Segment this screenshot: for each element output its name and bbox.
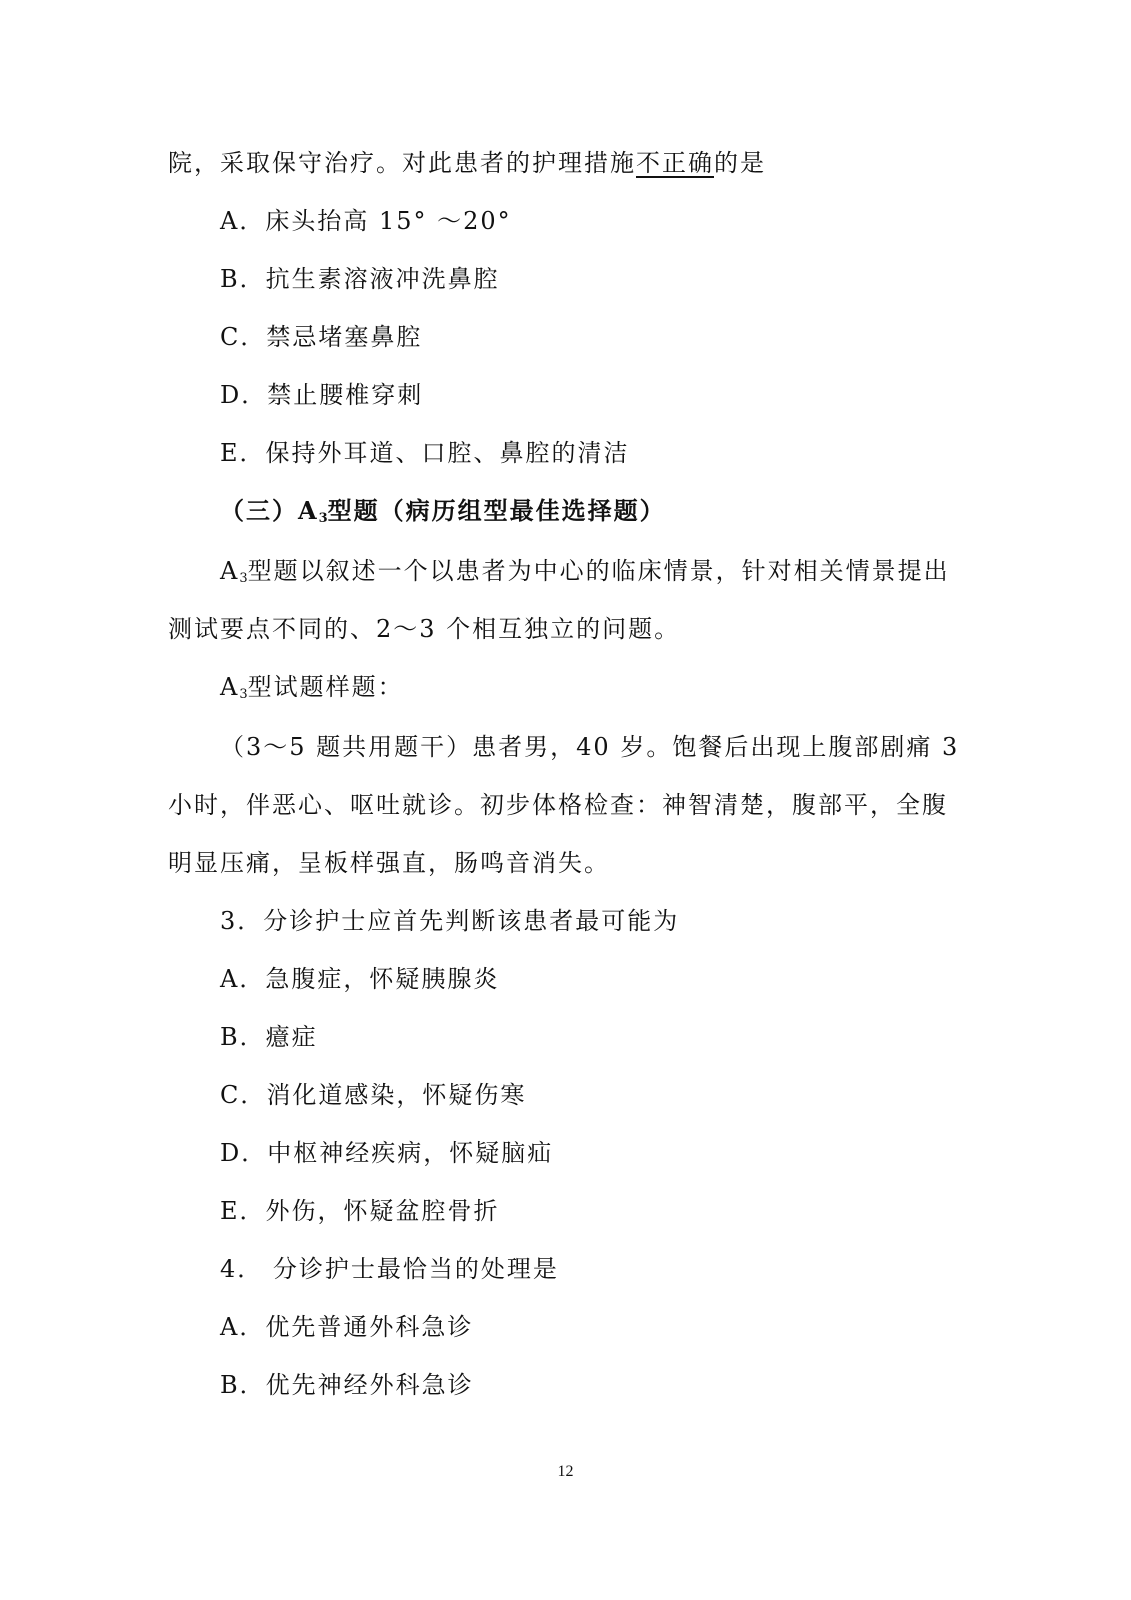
heading-post: 型题（病历组型最佳选择题）	[327, 496, 666, 525]
option-c: C．禁忌堵塞鼻腔	[220, 323, 423, 351]
question-3: 3．分诊护士应首先判断该患者最可能为	[220, 907, 680, 935]
heading-pre: （三）A	[220, 496, 319, 525]
case-stem-line2: 小时，伴恶心、呕吐就诊。初步体格检查：神智清楚，腹部平，全腹	[168, 791, 948, 819]
emphasis-underlined: 不正确	[636, 149, 714, 177]
case-stem-line3: 明显压痛，呈板样强直，肠鸣音消失。	[168, 849, 610, 877]
q3-option-a: A．急腹症，怀疑胰腺炎	[220, 965, 500, 993]
question-4: 4． 分诊护士最恰当的处理是	[220, 1255, 559, 1283]
desc-post: 型题以叙述一个以患者为中心的临床情景，针对相关情景提出	[247, 557, 950, 585]
sample-label	[220, 672, 404, 710]
case-stem-line1: （3～5 题共用题干）患者男，40 岁。饱餐后出现上腹部剧痛 3	[220, 733, 960, 761]
page-number: 12	[557, 1463, 574, 1480]
q3-option-d: D．中枢神经疾病，怀疑脑疝	[220, 1139, 554, 1167]
desc-subscript: 3	[239, 571, 248, 586]
option-d: D．禁止腰椎穿刺	[220, 381, 424, 409]
q3-option-c: C．消化道感染，怀疑伤寒	[220, 1081, 527, 1109]
desc-pre: A	[220, 557, 240, 585]
q3-option-b: B．癔症	[220, 1023, 318, 1051]
q4-option-b: B．优先神经外科急诊	[220, 1371, 474, 1399]
heading-subscript: 3	[318, 511, 328, 526]
stem-text: 院，采取保守治疗。对此患者的护理措施	[168, 149, 636, 177]
question-stem-continuation	[168, 148, 766, 178]
sample-pre: A	[220, 673, 240, 701]
stem-text-end: 的是	[714, 149, 766, 177]
section-description-line1	[220, 556, 950, 594]
sample-subscript: 3	[239, 687, 248, 702]
q3-option-e: E．外伤，怀疑盆腔骨折	[220, 1197, 500, 1225]
sample-post: 型试题样题：	[247, 673, 404, 701]
section-heading	[220, 496, 666, 534]
option-a: A．床头抬高 15° ～20°	[220, 207, 512, 235]
option-b: B．抗生素溶液冲洗鼻腔	[220, 265, 500, 293]
section-description-line2: 测试要点不同的、2～3 个相互独立的问题。	[168, 615, 681, 643]
option-e: E．保持外耳道、口腔、鼻腔的清洁	[220, 439, 630, 467]
q4-option-a: A．优先普通外科急诊	[220, 1313, 474, 1341]
